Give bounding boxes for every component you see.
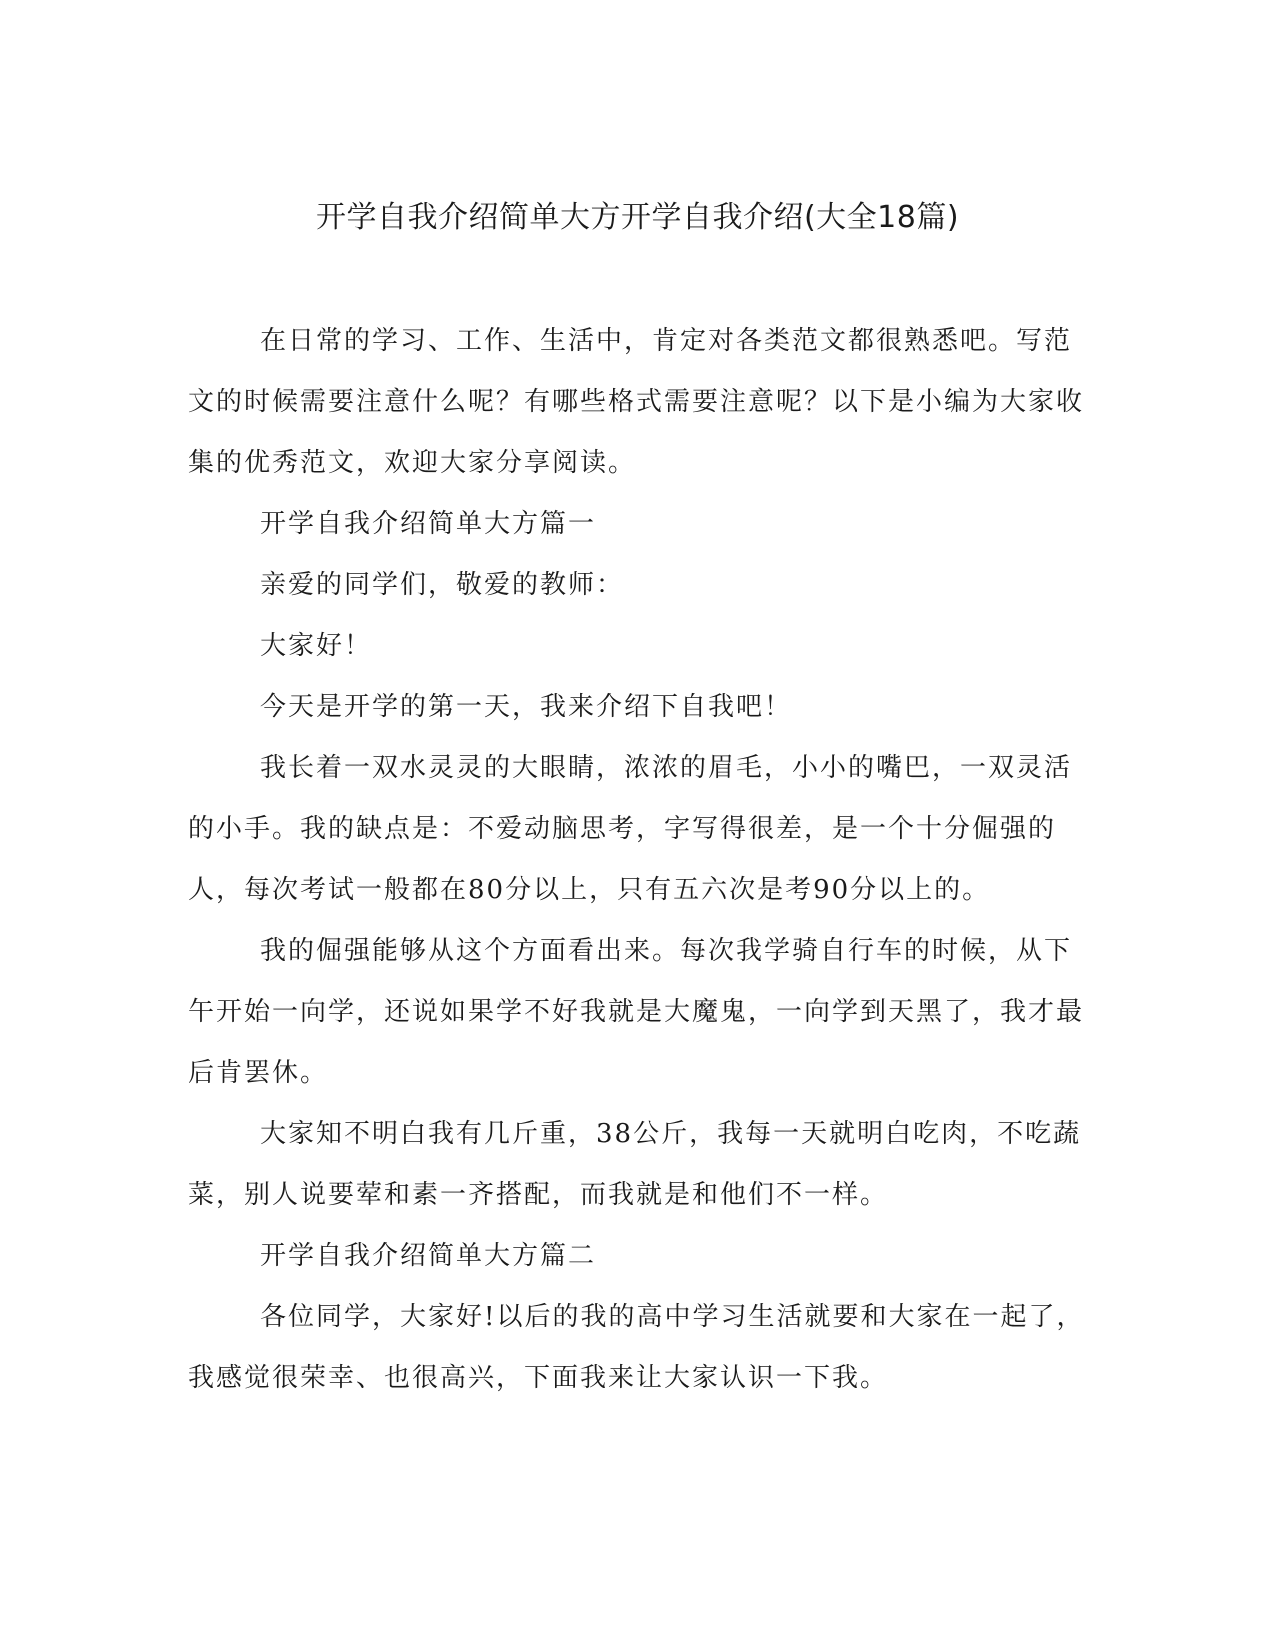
paragraph: 今天是开学的第一天，我来介绍下自我吧！ [260,692,793,722]
document-title: 开学自我介绍简单大方开学自我介绍(大全18篇) [315,200,960,235]
paragraph: 我的倔强能够从这个方面看出来。每次我学骑自行车的时候，从下午开始一向学，还说如果学不好我就是大魔鬼，一向学到天黑了，我才最后肯罢休。 [188,936,1085,1088]
paragraph-intro: 在日常的学习、工作、生活中，肯定对各类范文都很熟悉吧。写范文的时候需要注意什么呢？有哪些格式需要注意呢？以下是小编为大家收集的优秀范文，欢迎大家分享阅读。 [188,326,1085,478]
section-heading-2: 开学自我介绍简单大方篇二 [260,1241,597,1271]
section-heading-1: 开学自我介绍简单大方篇一 [260,509,597,539]
paragraph: 我长着一双水灵灵的大眼睛，浓浓的眉毛，小小的嘴巴，一双灵活的小手。我的缺点是：不爱动脑思考，字写得很差，是一个十分倔强的人，每次考试一般都在80分以上，只有五六次是考90分以上的。 [188,753,1073,905]
paragraph: 大家知不明白我有几斤重，38公斤，我每一天就明白吃肉，不吃蔬菜，别人说要荤和素一齐搭配，而我就是和他们不一样。 [188,1119,1082,1210]
document-body [188,311,1088,1409]
paragraph-salutation: 亲爱的同学们，敬爱的教师： [260,570,625,600]
paragraph-greeting: 大家好！ [260,631,373,661]
paragraph: 各位同学，大家好!以后的我的高中学习生活就要和大家在一起了，我感觉很荣幸、也很高兴，下面我来让大家认识一下我。 [188,1302,1085,1393]
